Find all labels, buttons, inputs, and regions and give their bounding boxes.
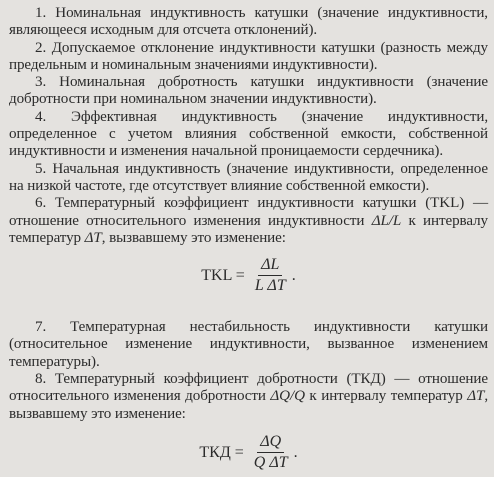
formula-tkd — [9, 429, 488, 477]
item-text: Температурный коэффициент добротности (ТКД) — отношение относительного изменения добротности — [9, 371, 488, 405]
item-number: 7. — [35, 319, 47, 336]
item-3 — [9, 74, 488, 109]
item-1 — [9, 5, 488, 40]
item-6 — [9, 195, 488, 247]
formula-denominator — [251, 453, 291, 472]
item-8 — [9, 371, 488, 423]
item-text: , вызвавшему это изменение: — [9, 388, 488, 422]
math-delta-q-over-q: ΔQ/Q — [270, 388, 305, 405]
item-text: Номинальная добротность катушки индуктивности (значение добротности при номинальном значении индуктивности). — [9, 74, 488, 108]
item-4 — [9, 109, 488, 161]
denominator-text: L ΔT — [254, 276, 286, 294]
item-text: к интервалу температур — [304, 388, 468, 405]
formula-tkl — [9, 251, 488, 299]
item-number: 2. — [35, 39, 47, 56]
math-delta-t: ΔT — [467, 388, 485, 405]
item-number: 6. — [35, 195, 47, 212]
formula-tail: . — [293, 444, 298, 462]
item-text: , вызвавшему это изменение: — [101, 229, 286, 246]
item-text: Температурный коэффициент индуктивности катушки (TKL) — отношение относительного изменения индуктивности — [9, 195, 488, 229]
item-text: Номинальная индуктивность катушки (значение индуктивности, являющееся исходным для отсчета отклонений). — [9, 5, 488, 39]
item-number: 4. — [35, 108, 47, 125]
formula-numerator — [258, 256, 282, 276]
item-5 — [9, 161, 488, 196]
formula-lhs: TKL = — [201, 266, 245, 284]
item-text: Эффективная индуктивность (значение индуктивности, определенное с учетом влияния собственной емкости, собственной индуктивности и изменения начальной проницаемости сердечника). — [9, 108, 488, 160]
numerator-text: ΔL — [261, 255, 280, 273]
item-number: 5. — [35, 160, 47, 177]
formula-tail: . — [291, 266, 296, 284]
item-text: Допускаемое отклонение индуктивности катушки (разность между предельным и номинальным значениями индуктивности). — [9, 39, 488, 73]
numerator-text: ΔQ — [260, 433, 282, 451]
denominator-text: Q ΔT — [253, 454, 288, 472]
item-number: 1. — [35, 5, 47, 21]
math-delta-l-over-l: ΔL/L — [371, 212, 402, 229]
formula-numerator — [257, 433, 284, 453]
formula-fraction — [251, 433, 291, 472]
item-number: 8. — [35, 371, 47, 388]
item-2 — [9, 40, 488, 75]
formula-fraction — [252, 256, 289, 295]
item-7 — [9, 319, 488, 371]
math-delta-t: ΔT — [84, 229, 102, 246]
formula-denominator — [252, 276, 289, 295]
item-text: Начальная индуктивность (значение индуктивности, определенное на низкой частоте, где отсутствует влияние собственной емкости). — [9, 160, 488, 194]
item-text: к интервалу температур — [9, 212, 488, 246]
item-text: Температурная нестабильность индуктивности катушки (относительное изменение индуктивности, вызванное изменением температуры). — [9, 319, 488, 370]
item-number: 3. — [35, 74, 47, 91]
formula-lhs: ТКД = — [199, 444, 244, 462]
